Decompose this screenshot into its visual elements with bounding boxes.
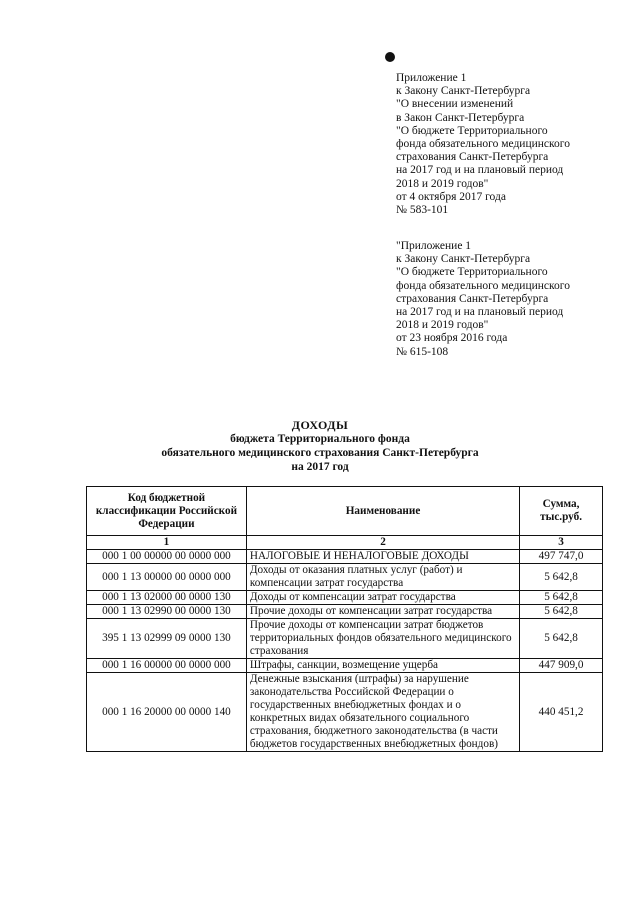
document-title <box>0 418 640 474</box>
appendix-line: на 2017 год и на плановый период <box>396 306 564 319</box>
appendix-line: "О внесении изменений <box>396 98 514 111</box>
appendix-line: Приложение 1 <box>396 72 467 84</box>
appendix-line: "О бюджете Территориального <box>396 266 548 279</box>
row-name: Штрафы, санкции, возмещение ущерба <box>246 659 519 673</box>
appendix-line: 2018 и 2019 годов" <box>396 177 489 190</box>
table-header-row <box>87 487 603 536</box>
appendix-line: 2018 и 2019 годов" <box>396 319 489 332</box>
appendix-line: фонда обязательного медицинского <box>396 279 570 292</box>
row-sum: 5 642,8 <box>520 591 603 605</box>
margin-dot <box>385 52 395 62</box>
appendix-line: "Приложение 1 <box>396 240 472 252</box>
row-code: 395 1 13 02999 09 0000 130 <box>87 619 247 659</box>
row-code: 000 1 16 00000 00 0000 000 <box>87 659 247 673</box>
column-number: 2 <box>246 536 519 550</box>
row-sum: 497 747,0 <box>520 550 603 564</box>
row-sum: 5 642,8 <box>520 619 603 659</box>
row-code: 000 1 13 02990 00 0000 130 <box>87 605 247 619</box>
appendix-original-block <box>396 240 570 359</box>
appendix-line: от 4 октября 2017 года <box>396 190 506 203</box>
income-table <box>86 486 603 752</box>
row-code: 000 1 00 00000 00 0000 000 <box>87 550 247 564</box>
table-row <box>87 673 603 752</box>
title-line: обязательного медицинского страхования Санкт-Петербурга <box>161 447 479 459</box>
title-line: бюджета Территориального фонда <box>230 433 410 445</box>
title-main: ДОХОДЫ <box>291 418 349 432</box>
row-code: 000 1 13 02000 00 0000 130 <box>87 591 247 605</box>
appendix-line: на 2017 год и на плановый период <box>396 164 564 177</box>
appendix-line: "О бюджете Территориального <box>396 124 548 137</box>
column-number: 3 <box>520 536 603 550</box>
appendix-line: в Закон Санкт-Петербурга <box>396 111 525 124</box>
appendix-line: к Закону Санкт-Петербурга <box>396 253 531 266</box>
row-sum: 447 909,0 <box>520 659 603 673</box>
row-sum: 440 451,2 <box>520 673 603 752</box>
row-sum: 5 642,8 <box>520 564 603 591</box>
title-line: на 2017 год <box>291 461 349 473</box>
row-sum: 5 642,8 <box>520 605 603 619</box>
header-sum: Сумма, тыс.руб. <box>520 487 603 536</box>
table-row <box>87 591 603 605</box>
appendix-line: страхования Санкт-Петербурга <box>396 292 549 305</box>
appendix-line: страхования Санкт-Петербурга <box>396 151 549 164</box>
column-number: 1 <box>87 536 247 550</box>
appendix-line: № 615-108 <box>396 345 449 358</box>
appendix-line: № 583-101 <box>396 204 449 217</box>
table-row <box>87 605 603 619</box>
appendix-current-block <box>396 72 570 217</box>
table-row <box>87 550 603 564</box>
header-code: Код бюджетной классификации Российской Федерации <box>87 487 247 536</box>
appendix-line: к Закону Санкт-Петербурга <box>396 85 531 98</box>
table-row <box>87 619 603 659</box>
appendix-line: от 23 ноября 2016 года <box>396 332 508 345</box>
row-name: Доходы от компенсации затрат государства <box>246 591 519 605</box>
row-name: Прочие доходы от компенсации затрат бюджетов территориальных фондов обязательного медицинского страхования <box>246 619 519 659</box>
column-number-row <box>87 536 603 550</box>
row-name: Доходы от оказания платных услуг (работ) и компенсации затрат государства <box>246 564 519 591</box>
row-name: НАЛОГОВЫЕ И НЕНАЛОГОВЫЕ ДОХОДЫ <box>246 550 519 564</box>
row-code: 000 1 16 20000 00 0000 140 <box>87 673 247 752</box>
row-code: 000 1 13 00000 00 0000 000 <box>87 564 247 591</box>
appendix-line: фонда обязательного медицинского <box>396 138 570 151</box>
header-name: Наименование <box>246 487 519 536</box>
table-row <box>87 564 603 591</box>
table-row <box>87 659 603 673</box>
row-name: Денежные взыскания (штрафы) за нарушение законодательства Российской Федерации о государственных внебюджетных фондах и о конкретных видах обязательного социального страхования, бюджетного законодательства (в части бюджетов государственных внебюджетных фондов) <box>246 673 519 752</box>
row-name: Прочие доходы от компенсации затрат государства <box>246 605 519 619</box>
